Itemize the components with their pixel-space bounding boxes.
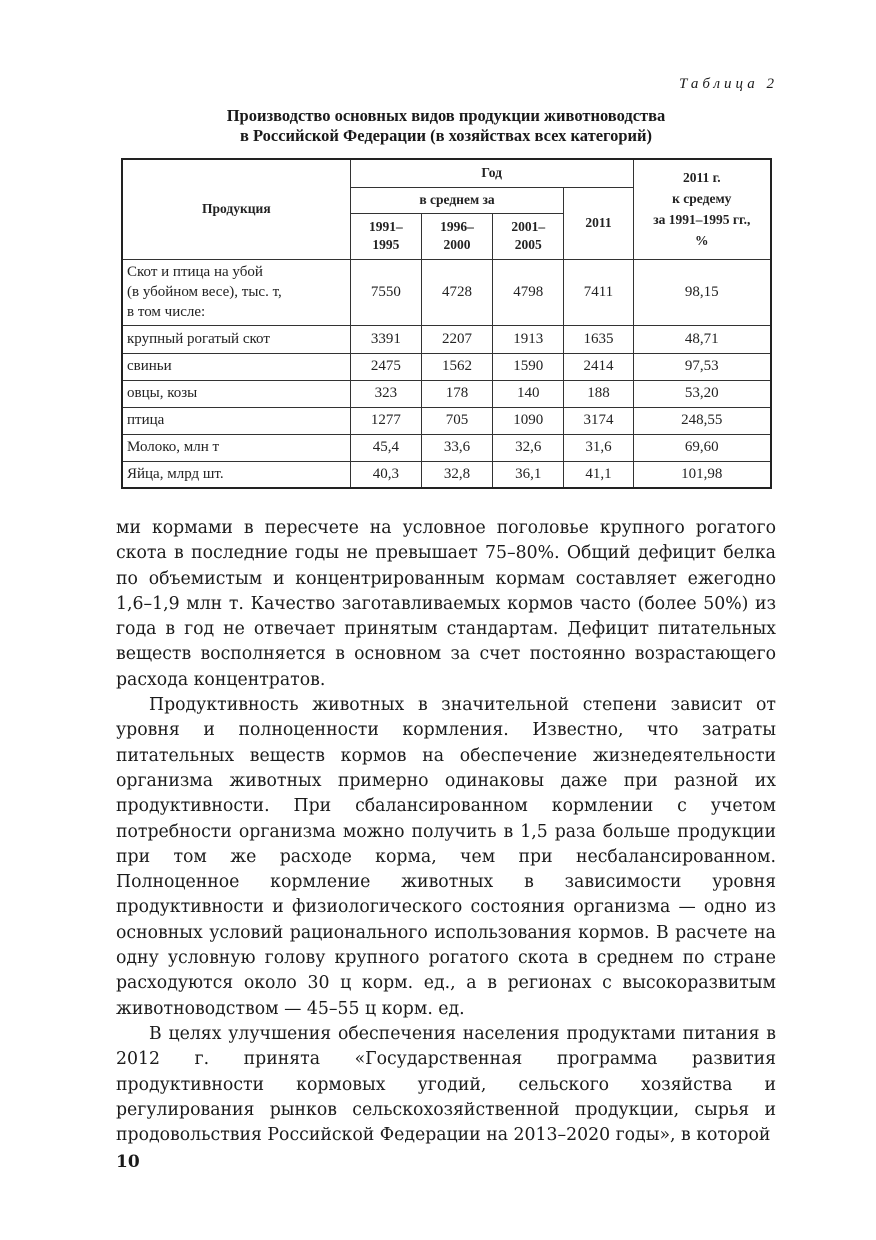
page-number: 10 [116,1152,140,1172]
paragraph-continuation: ми кормами в пересчете на условное поголовье крупного рогатого скота в последние годы не превышает 75–80%. Общий дефицит белка по объемистым и концентрированным кормам составляет ежегодно 1,6–1,9 млн т. Качество заготавливаемых кормов часто (более 50%) из года в год не отвечает принятым стандартам. Дефицит питательных веществ восполняется в основном за счет постоянно возрастающего расхода концентратов. [116,518,776,690]
cell-value: 4728 [421,259,492,325]
body-text [116,516,776,1148]
cell-value: 1590 [493,353,564,380]
row-label: Скот и птица на убой (в убойном весе), тыс. т, в том числе: [122,259,350,325]
row-label: крупный рогатый скот [122,325,350,353]
table-row [122,325,771,353]
header-period-2001-2005: 2001– 2005 [493,213,564,259]
header-year: Год [350,159,633,187]
row-label: Яйца, млрд шт. [122,461,350,488]
cell-value: 48,71 [633,325,771,353]
cell-value: 1562 [421,353,492,380]
cell-value: 101,98 [633,461,771,488]
cell-value: 53,20 [633,380,771,407]
table-row [122,259,771,325]
cell-value: 2475 [350,353,421,380]
cell-value: 3391 [350,325,421,353]
cell-value: 1090 [493,407,564,434]
table-row [122,380,771,407]
cell-value: 2414 [564,353,633,380]
cell-value: 33,6 [421,434,492,461]
table-caption [120,106,772,146]
row-label: Молоко, млн т [122,434,350,461]
paragraph: Продуктивность животных в значительной степени зависит от уровня и полноценности кормления. Известно, что затраты питательных веществ кормов на обеспечение жизнедеятельности организма животных примерно одинаковы даже при разной их продуктивности. При сбалансированном кормлении с учетом потребности организма можно получить в 1,5 раза больше продукции при том же расходе корма, чем при несбалансированном. Полноценное кормление животных в зависимости уровня продуктивности и физиологического состояния организма — одно из основных условий рационального использования кормов. В расчете на одну условную голову крупного рогатого скота в среднем по стране расходуются около 30 ц корм. ед., а в регионах с высокоразвитым животноводством — 45–55 ц корм. ед. [116,695,776,1019]
cell-value: 3174 [564,407,633,434]
cell-value: 188 [564,380,633,407]
cell-value: 2207 [421,325,492,353]
table-row [122,434,771,461]
header-2011: 2011 [564,187,633,259]
table-number-label: Таблица 2 [679,76,778,92]
table-row [122,461,771,488]
cell-value: 1635 [564,325,633,353]
cell-value: 40,3 [350,461,421,488]
row-label: птица [122,407,350,434]
cell-value: 45,4 [350,434,421,461]
table-row [122,407,771,434]
cell-value: 4798 [493,259,564,325]
cell-value: 97,53 [633,353,771,380]
cell-value: 69,60 [633,434,771,461]
row-label: свиньи [122,353,350,380]
cell-value: 140 [493,380,564,407]
header-period-1991-1995: 1991– 1995 [350,213,421,259]
livestock-production-table [121,158,772,489]
cell-value: 36,1 [493,461,564,488]
header-ratio: 2011 г. к средему за 1991–1995 гг., % [633,159,771,259]
caption-line-2: в Российской Федерации (в хозяйствах всех категорий) [239,126,653,145]
cell-value: 7411 [564,259,633,325]
cell-value: 32,6 [493,434,564,461]
table-row [122,353,771,380]
header-product: Продукция [122,159,350,259]
paragraph: В целях улучшения обеспечения населения продуктами питания в 2012 г. принята «Государственная программа развития продуктивности кормовых угодий, сельского хозяйства и регулирования рынков сельскохозяйственной продукции, сырья и продовольствия Российской Федерации на 2013–2020 годы», в которой [116,1023,776,1146]
cell-value: 178 [421,380,492,407]
header-period-1996-2000: 1996– 2000 [421,213,492,259]
cell-value: 323 [350,380,421,407]
row-label: овцы, козы [122,380,350,407]
cell-value: 1913 [493,325,564,353]
cell-value: 1277 [350,407,421,434]
cell-value: 248,55 [633,407,771,434]
cell-value: 31,6 [564,434,633,461]
header-average: в среднем за [350,187,564,213]
caption-line-1: Производство основных видов продукции животноводства [226,106,666,125]
cell-value: 705 [421,407,492,434]
cell-value: 41,1 [564,461,633,488]
cell-value: 98,15 [633,259,771,325]
cell-value: 7550 [350,259,421,325]
cell-value: 32,8 [421,461,492,488]
